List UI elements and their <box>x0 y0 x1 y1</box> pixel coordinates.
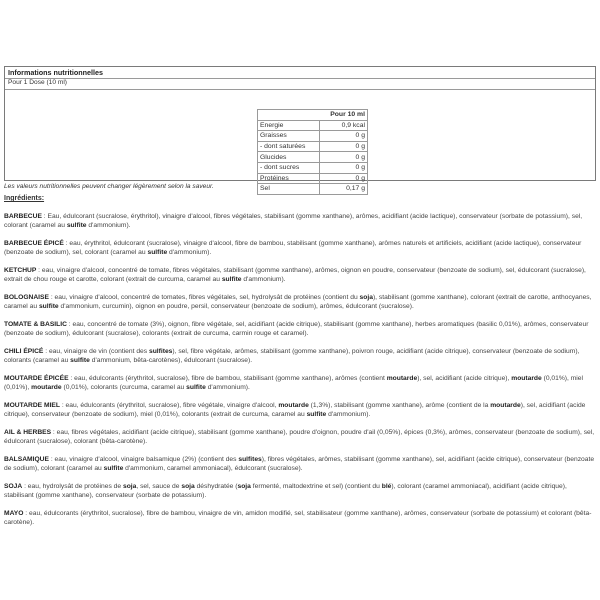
allergen-text: soja <box>181 483 195 490</box>
product-ingredients <box>4 212 596 230</box>
nutrient-value: 0 g <box>320 152 368 163</box>
product-name: MAYO <box>4 510 24 517</box>
product-ingredients <box>4 455 596 473</box>
allergen-text: soja <box>237 483 251 490</box>
nutrient-value: 0,17 g <box>320 184 368 195</box>
allergen-text: soja <box>122 483 137 490</box>
ingredient-text: (0,01%), miel (0,01%), <box>4 375 583 391</box>
product-ingredients <box>4 320 596 338</box>
ingredient-text: d'ammonium). <box>326 411 371 418</box>
serving-size: Pour 1 Dose (10 ml) <box>5 78 595 89</box>
ingredients-document <box>4 66 596 527</box>
allergen-text: moutarde <box>386 375 418 382</box>
nutrition-table <box>257 109 368 195</box>
ingredient-text: : eau, vinaigre d'alcool, concentré de tomates, fibres végétales, sel, hydrolysât de protéines (contient du <box>48 294 360 301</box>
nutrient-label: Energie <box>258 120 320 131</box>
nutrient-label: Graisses <box>258 131 320 142</box>
nutrition-row <box>258 152 368 163</box>
ingredient-text: : eau, vinaigre de vin (contient des <box>43 348 149 355</box>
ingredient-text: fermenté, maltodextrine et sel) (contient du <box>250 483 382 490</box>
nutrition-row <box>258 184 368 195</box>
allergen-text: sulfite <box>221 276 242 283</box>
ingredient-text: d'ammonium). <box>205 384 250 391</box>
product-ingredients <box>4 374 596 392</box>
ingredient-text: ), colorant (caramel ammoniacal), acidifiant (acide citrique), stabilisant (gomme xanthane), conservateur (sorbate de potassium). <box>4 483 567 499</box>
ingredient-text: ), sel, acidifiant (acide citrique), <box>417 375 512 382</box>
nutrient-value: 0 g <box>320 131 368 142</box>
product-ingredients <box>4 401 596 419</box>
ingredient-text: : eau, vinaigre d'alcool, concentré de tomate, fibres végétales, stabilisant (gomme xanthane), arômes, oignon en poudre, conservateur (benzoate de sodium), sel, édulcorant (sucralose), extrait de chou rouge et carotte, colorant (extrait de curcuma, caramel au <box>4 267 586 283</box>
product-name: AIL & HERBES <box>4 429 52 436</box>
ingredient-text: (0,01%), colorants (curcuma, caramel au <box>61 384 187 391</box>
ingredient-text: : eau, concentré de tomate (3%), oignon, fibre végétale, sel, acidifiant (acide citrique), stabilisant (gomme xanthane), herbes aromatiques (basilic 0,01%), arômes, conservateur (benzoate de sodium), édulcorant (sucralose), colorants (extrait de curcuma, carmin rouge et caramel). <box>4 321 589 337</box>
product-ingredients <box>4 293 596 311</box>
product-name: BARBECUE ÉPICÉ <box>4 240 64 247</box>
product-name: MOUTARDE MIEL <box>4 402 60 409</box>
product-name: TOMATE & BASILIC <box>4 321 67 328</box>
nutrition-header-row <box>258 110 368 121</box>
nutrient-value: 0 g <box>320 141 368 152</box>
allergen-text: sulfite <box>38 303 59 310</box>
ingredients-title: Ingrédients: <box>4 195 45 202</box>
allergen-text: blé <box>381 483 392 490</box>
allergen-text: moutarde <box>31 384 62 391</box>
product-ingredients <box>4 266 596 284</box>
column-header: Pour 10 ml <box>258 110 368 121</box>
nutrient-label: - dont saturées <box>258 141 320 152</box>
product-name: BOLOGNAISE <box>4 294 49 301</box>
allergen-text: sulfite <box>306 411 327 418</box>
product-ingredients <box>4 347 596 365</box>
ingredient-text: : eau, hydrolysât de protéines de <box>22 483 123 490</box>
ingredient-text: : eau, édulcorants (érythritol, sucralose), fibre de bambou, stabilisant (gomme xanthane), arômes (contient <box>68 375 387 382</box>
ingredient-text: : eau, vinaigre d'alcool, vinaigre balsamique (2%) (contient des <box>48 456 239 463</box>
product-ingredients <box>4 428 596 446</box>
product-list <box>4 212 596 527</box>
nutrition-row <box>258 131 368 142</box>
product-ingredients <box>4 509 596 527</box>
ingredient-text: : Eau, édulcorant (sucralose, érythritol), vinaigre d'alcool, fibres végétales, stabilisant (gomme xanthane), arômes, acidifiant (acide lactique), conservateur (sorbate de potassium), sel, colorant (caramel au <box>4 213 583 229</box>
allergen-text: sulfite <box>103 465 124 472</box>
ingredient-text: d'ammonium, bêta-carotènes), édulcorant (sucralose). <box>89 357 253 364</box>
allergen-text: soja <box>359 294 373 301</box>
product-ingredients <box>4 482 596 500</box>
nutrition-note: Les valeurs nutritionnelles peuvent changer légèrement selon la saveur. <box>4 183 214 190</box>
allergen-text: moutarde <box>490 402 521 409</box>
nutrient-label: Protéines <box>258 173 320 184</box>
ingredient-text: ), stabilisant (gomme xanthane), colorant (extrait de carotte, anthocyanes, caramel au <box>4 294 592 310</box>
ingredient-text: d'ammonium, caramel ammoniacal), édulcorant (sucralose). <box>123 465 303 472</box>
ingredient-text: d'ammonium). <box>86 222 131 229</box>
nutrition-row <box>258 162 368 173</box>
allergen-text: sulfites <box>238 456 262 463</box>
ingredient-text: : eau, érythritol, édulcorant (sucralose), vinaigre d'alcool, fibre de bambou, stabilisant (gomme xanthane), arômes naturels et artificiels, acidifiant (acide lactique), conservateur (benzoate de sodium), sel, colorant (caramel au <box>4 240 582 256</box>
nutrient-label: Sel <box>258 184 320 195</box>
ingredient-text: ), fibres végétales, arômes, stabilisant (gomme xanthane), sel, acidifiant (acide citrique), conservateur (benzoate de sodium), colorant (caramel au <box>4 456 595 472</box>
product-name: KETCHUP <box>4 267 37 274</box>
allergen-text: sulfite <box>70 357 90 364</box>
nutrition-row <box>258 120 368 131</box>
nutrient-value: 0 g <box>320 162 368 173</box>
nutrient-value: 0 g <box>320 173 368 184</box>
allergen-text: moutarde <box>511 375 542 382</box>
ingredient-text: ), sel, acidifiant (acide citrique), conservateur (benzoate de sodium), miel (0,01%), colorants (extrait de curcuma, caramel au <box>4 402 586 418</box>
nutrient-value: 0,9 kcal <box>320 120 368 131</box>
ingredient-text: (1,3%), stabilisant (gomme xanthane), arôme (contient de la <box>308 402 491 409</box>
ingredient-text: d'ammonium). <box>167 249 212 256</box>
ingredient-text: : eau, édulcorants (érythritol, sucralose), fibre végétale, vinaigre d'alcool, <box>59 402 279 409</box>
ingredient-text: d'ammonium, curcumin), oignon en poudre, persil, conservateur (benzoate de sodium), arômes, édulcorant (sucralose). <box>58 303 414 310</box>
ingredient-text: ), sel, fibre végétale, arômes, stabilisant (gomme xanthane), poivron rouge, acidifiant (acide citrique), conservateur (benzoate de sodium), colorants (caramel au <box>4 348 580 364</box>
allergen-text: sulfite <box>66 222 87 229</box>
allergen-text: moutarde <box>278 402 309 409</box>
product-name: SOJA <box>4 483 23 490</box>
ingredient-text: : eau, édulcorants (érythritol, sucralose), fibre de bambou, vinaigre de vin, amidon modifié, sel, stabilisateur (gomme xanthane), arômes, conservateur (sorbate de potassium) et colorant (bêta-carotène). <box>4 510 592 526</box>
product-ingredients <box>4 239 596 257</box>
ingredient-text: déshydratée ( <box>194 483 238 490</box>
product-name: CHILI ÉPICÉ <box>4 348 44 355</box>
nutrient-label: - dont sucres <box>258 162 320 173</box>
allergen-text: sulfites <box>148 348 173 355</box>
allergen-text: sulfite <box>147 249 168 256</box>
nutrient-label: Glucides <box>258 152 320 163</box>
ingredient-text: d'ammonium). <box>241 276 286 283</box>
nutrition-row <box>258 141 368 152</box>
nutrition-title: Informations nutritionnelles <box>8 68 104 77</box>
nutrition-row <box>258 173 368 184</box>
allergen-text: sulfite <box>186 384 206 391</box>
product-name: BALSAMIQUE <box>4 456 49 463</box>
ingredient-text: , sel, sauce de <box>136 483 182 490</box>
ingredient-text: : eau, fibres végétales, acidifiant (acide citrique), stabilisant (gomme xanthane), poudre d'oignon, poudre d'ail (0,05%), épices (0,3%), arômes, conservateur (benzoate de sodium), sel, édulcorant (sucralose), colorant (bêta-carotène). <box>4 429 595 445</box>
product-name: MOUTARDE ÉPICÉE <box>4 375 69 382</box>
product-name: BARBECUE <box>4 213 42 220</box>
